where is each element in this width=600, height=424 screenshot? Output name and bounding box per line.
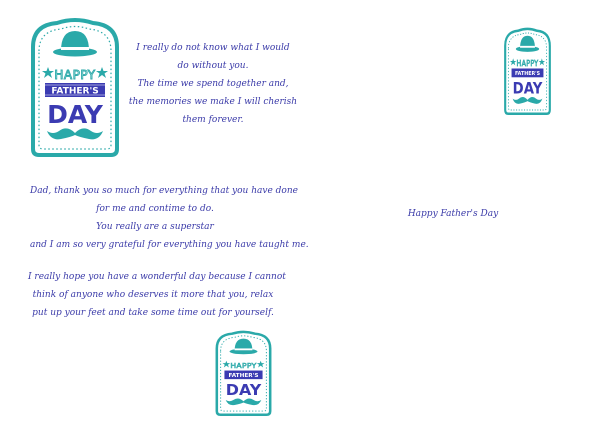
badge-happy-text: HAPPY: [54, 68, 96, 82]
verse-line: them forever.: [182, 115, 244, 125]
badge-happy-text: HAPPY: [516, 59, 539, 69]
fathers-day-badge-main: [27, 17, 123, 157]
verse-line: You really are a superstar: [96, 222, 214, 232]
fathers-day-badge-small-right: [502, 27, 553, 115]
verse-line: the memories we make I will cherish: [128, 97, 298, 107]
verse-line: for me and contime to do.: [96, 204, 214, 214]
greeting-text: Happy Father's Day: [407, 209, 499, 219]
badge-happy-text: HAPPY: [230, 361, 257, 371]
fathers-day-badge-art: [213, 330, 274, 416]
verse-line: The time we spend together and,: [137, 79, 289, 89]
verse-line: I really hope you have a wonderful day because I cannot: [28, 272, 286, 282]
verse-middle: [30, 182, 309, 254]
badge-fathers-text: FATHER'S: [51, 86, 99, 97]
verse-line: I really do not know what I would: [136, 43, 290, 53]
badge-fathers-text: FATHER'S: [228, 373, 259, 379]
verse-line: put up your feet and take some time out for yourself.: [32, 308, 274, 318]
fathers-day-badge-small-bottom: [213, 330, 274, 416]
verse-line: and I am so very grateful for everything you have taught me.: [30, 240, 309, 250]
verse-line: do without you.: [177, 61, 249, 71]
verse-line: Dad, thank you so much for everything that you have done: [30, 186, 298, 196]
verse-top: [128, 39, 298, 129]
verse-line: think of anyone who deserves it more that you, relax: [32, 290, 274, 300]
fathers-day-badge-art: [27, 17, 123, 157]
badge-day-text: DAY: [47, 100, 103, 129]
badge-day-text: DAY: [225, 381, 262, 400]
fathers-day-badge-art: [502, 27, 553, 115]
badge-day-text: DAY: [512, 80, 543, 98]
badge-fathers-text: FATHER'S: [514, 70, 541, 78]
verse-lower: [28, 268, 286, 322]
